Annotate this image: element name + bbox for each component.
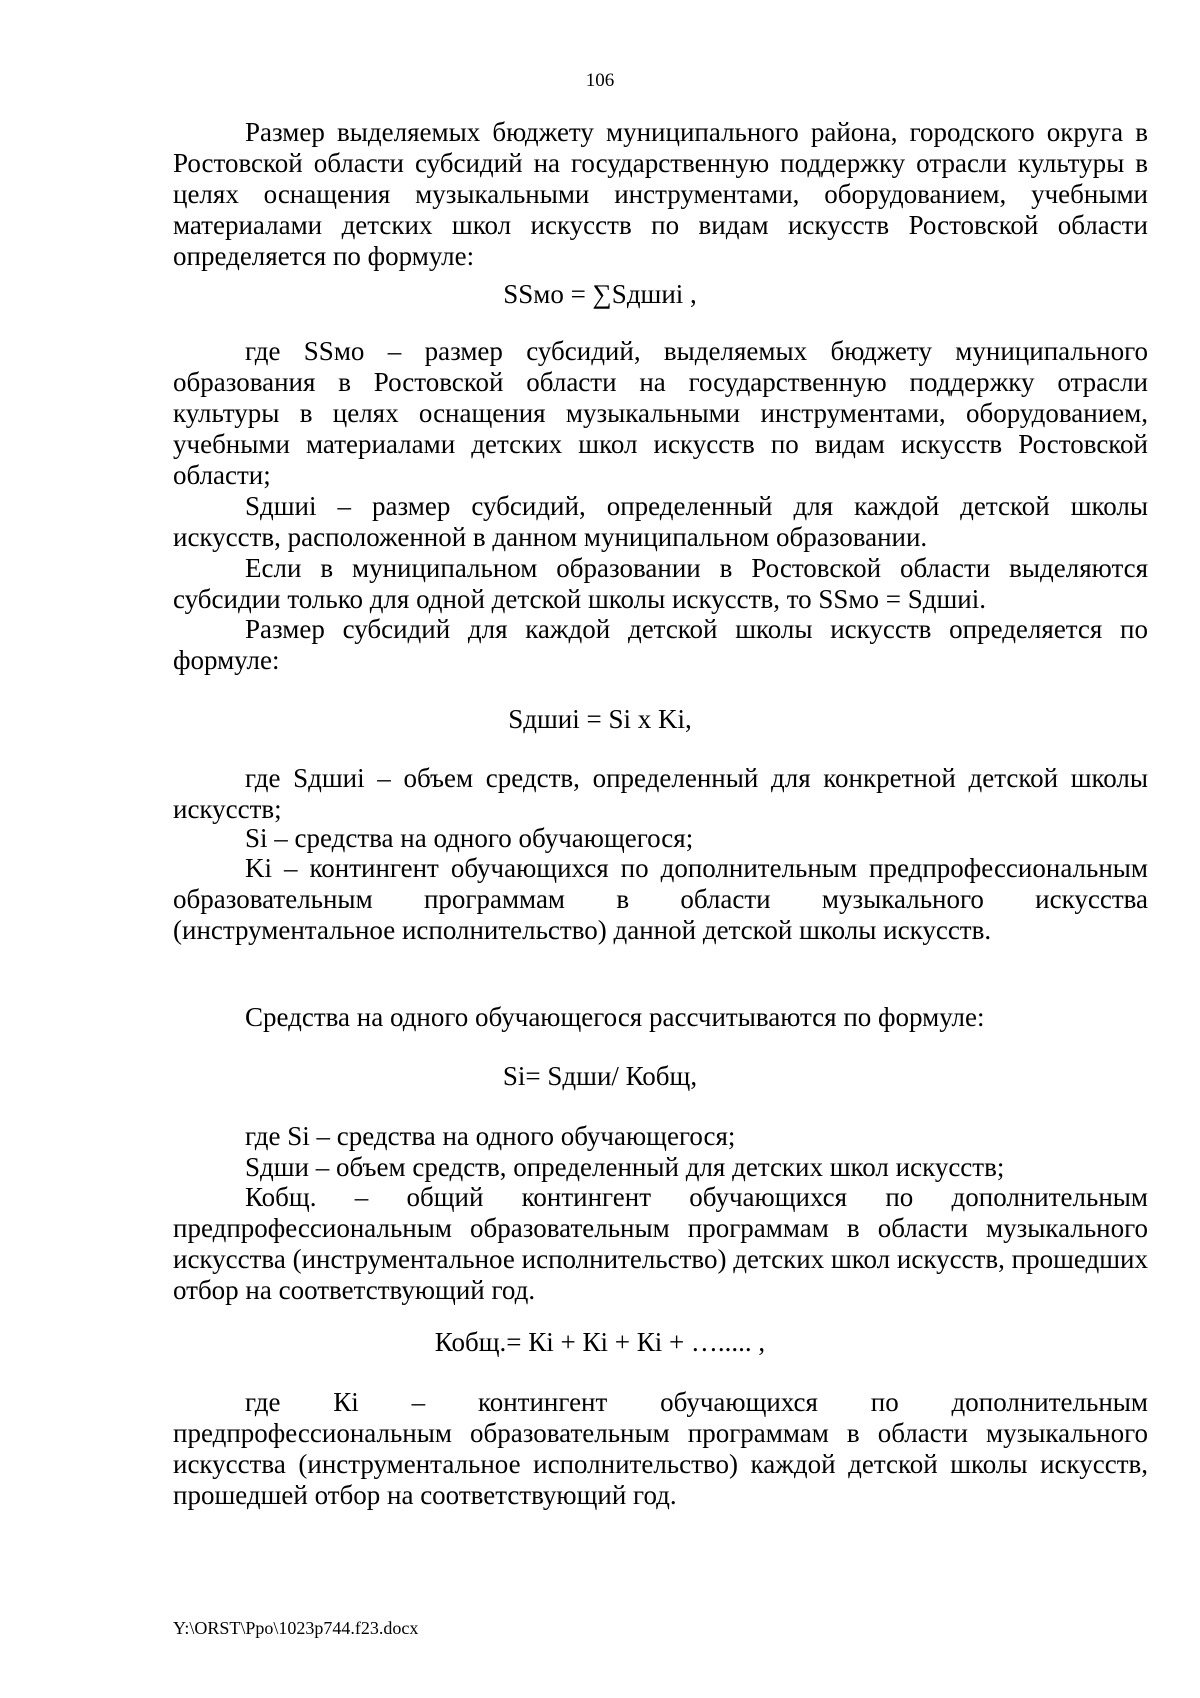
paragraph-def-si2: где Si – средства на одного обучающегося; bbox=[245, 1121, 736, 1151]
paragraph-single-school: Если в муниципальном образовании в Ростовской области выделяются субсидии только для одной детской школы искусств, то SSмо = Sдшиi. bbox=[173, 553, 1148, 614]
paragraph-def-ssmo: где SSмо – размер субсидий, выделяемых бюджету муниципального образования в Ростовской области на государственную поддержку отрасли культуры в целях оснащения музыкальными инструментами, оборудованием, учебными материалами детских школ искусств по видам искусств Ростовской области; bbox=[173, 336, 1148, 490]
formula-si: Si= Sдши/ Кобщ, bbox=[502, 1061, 698, 1091]
paragraph-def-ki2: где Кi – контингент обучающихся по дополнительным предпрофессиональным образовательным программам в области музыкального искусства (инструментальное исполнительство) каждой детской школы искусств, прошедшей отбор на соответствующий год. bbox=[173, 1387, 1148, 1510]
paragraph-intro: Размер выделяемых бюджету муниципального района, городского округа в Ростовской области субсидий на государственную поддержку отрасли культуры в целях оснащения музыкальными инструментами, оборудованием, учебными материалами детских школ искусств по видам искусств Ростовской области определяется по формуле: bbox=[173, 117, 1148, 271]
formula-ssmo: SSмо = ∑Sдшиi , bbox=[503, 279, 697, 309]
paragraph-per-student-intro: Средства на одного обучающегося рассчитываются по формуле: bbox=[245, 1002, 985, 1032]
paragraph-def-sdshi2: где Sдшиi – объем средств, определенный для конкретной детской школы искусств; bbox=[173, 763, 1148, 824]
formula-kobsh: Кобщ.= Кi + Кi + Кi + …..... , bbox=[434, 1327, 766, 1357]
paragraph-def-sdshi3: Sдши – объем средств, определенный для детских школ искусств; bbox=[245, 1152, 1005, 1182]
paragraph-size-intro: Размер субсидий для каждой детской школы искусств определяется по формуле: bbox=[173, 614, 1148, 675]
paragraph-def-sdshi: Sдшиi – размер субсидий, определенный для каждой детской школы искусств, расположенной в данном муниципальном образовании. bbox=[173, 491, 1148, 552]
paragraph-def-ki: Ki – контингент обучающихся по дополнительным предпрофессиональным образовательным программам в области музыкального искусства (инструментальное исполнительство) данной детской школы искусств. bbox=[173, 853, 1148, 945]
page-number: 106 bbox=[585, 70, 615, 91]
paragraph-def-kobsh: Кобщ. – общий контингент обучающихся по дополнительным предпрофессиональным образовательным программам в области музыкального искусства (инструментальное исполнительство) детских школ искусств, прошедших отбор на соответствующий год. bbox=[173, 1182, 1148, 1305]
formula-sdshi: Sдшиi = Si x Ki, bbox=[508, 704, 692, 734]
footer-file-path: Y:\ORST\Ppo\1023p744.f23.docx bbox=[173, 1618, 419, 1638]
paragraph-def-si: Si – средства на одного обучающегося; bbox=[245, 823, 694, 853]
